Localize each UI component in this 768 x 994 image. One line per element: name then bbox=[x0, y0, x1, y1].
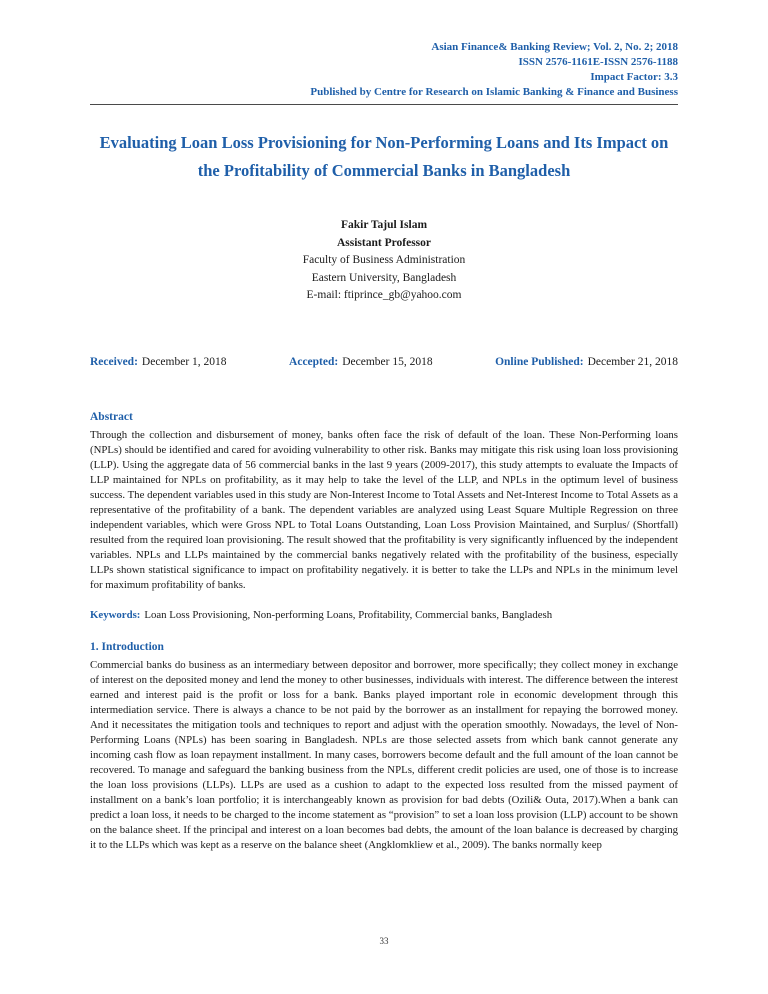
abstract-section bbox=[90, 410, 678, 593]
author-email: E-mail: ftiprince_gb@yahoo.com bbox=[306, 289, 462, 301]
header-divider bbox=[90, 104, 678, 105]
page-number: 33 bbox=[379, 936, 389, 946]
keywords-line bbox=[90, 608, 678, 623]
abstract-body: Through the collection and disbursement of money, banks often face the risk of default of the loan. These Non-Performing loans (NPLs) should be identified and cared for avoiding vulnerability to other risk. Banks may mitigate this risk using loan loss provisioning (LLP). Using the aggregate data of 56 commercial banks in the last 9 years (2009-2017), this study attempts to evaluate the Impacts of LLP maintained for NPLs on profitability, as it may help to take the level of the LLP, and NPLs in the optimum level of business success. The dependent variables used in this study are Non-Interest Income to Total Assets and Net-Interest Income to Total Assets as a representative of the profitability of a bank. The dependent variables are analyzed using Least Square Multiple Regression on three independent variables, which were Gross NPL to Total Loans Outstanding, Loan Loss Provision Maintained, and Surplus/ (Shortfall) resulted from the required loan provisioning. The result showed that the profitability is very significantly influenced by the independent variables. NPLs and LLPs maintained by the commercial banks negatively related with the profitability of the business, especially LLPs shown statistical significance to impact on profitability negatively. it is better to take the LLPs and NPLs in the minimum level for maximum profitability of banks. bbox=[90, 428, 678, 591]
received-date bbox=[90, 355, 227, 370]
keywords-value: Loan Loss Provisioning, Non-performing Loans, Profitability, Commercial banks, Bangladesh bbox=[144, 608, 553, 621]
introduction-body: Commercial banks do business as an intermediary between depositor and borrower, more specifically; they collect money in exchange of interest on the deposited money and lend the money to other businesses, individuals with interest. The difference between the interest earned and interest paid is the profit or loss for a bank. Banks played important role in economic development through this intermediation service. There is always a chance to be not paid by the borrower as an installment for repaying the borrowed money. And it necessitates the mitigation tools and techniques to report and adjust with the operation smoothly. Nowadays, the level of Non-Performing Loans (NPLs) has been soaring in Bangladesh. NPLs are those selected assets from which bank cannot generate any incoming cash flow as loan repayment installment. In many cases, borrowers become default and the full amount of the loan cannot be recovered. To manage and safeguard the banking business from the NPLs, different credit policies are used, one of those is to increase the loan loss provisions (LLPs). LLPs are used as a cushion to adapt to the expected loss resulted from the missed payment of installment on a bank’s loan portfolio; it is interchangeably known as provision for bad debts (Ozili& Outa, 2017).When a bank can predict a loan loss, it needs to be charged to the income statement as “provision” to set a loan loss provision (LLP) account to be shown on the balance sheet. If the principal and interest on a loan becomes bad debts, the amount of the loan balance is decreased by charging it to the LLPs which was kept as a reserve on the balance sheet (Angklomkliew et al., 2009). The banks normally keep bbox=[90, 658, 678, 851]
introduction-heading: 1. Introduction bbox=[90, 640, 164, 653]
online-published-value: December 21, 2018 bbox=[587, 355, 678, 368]
author-name: Fakir Tajul Islam bbox=[340, 219, 428, 231]
journal-issn-line: ISSN 2576-1161E-ISSN 2576-1188 bbox=[518, 56, 678, 68]
accepted-value: December 15, 2018 bbox=[342, 355, 433, 368]
keywords-label: Keywords: bbox=[90, 608, 141, 621]
journal-publisher-line: Published by Centre for Research on Islamic Banking & Finance and Business bbox=[310, 86, 678, 98]
paper-title: Evaluating Loan Loss Provisioning for Non-Performing Loans and Its Impact on the Profitability of Commercial Banks in Bangladesh bbox=[99, 133, 669, 180]
online-published-date bbox=[495, 355, 678, 370]
author-block bbox=[90, 217, 678, 305]
online-published-label: Online Published: bbox=[495, 355, 584, 368]
received-label: Received: bbox=[90, 355, 138, 368]
journal-impact-factor-line: Impact Factor: 3.3 bbox=[590, 71, 678, 83]
abstract-heading: Abstract bbox=[90, 410, 133, 423]
dates-row bbox=[90, 355, 678, 370]
introduction-section bbox=[90, 640, 678, 853]
received-value: December 1, 2018 bbox=[141, 355, 227, 368]
author-position: Assistant Professor bbox=[336, 236, 432, 249]
journal-name-line: Asian Finance& Banking Review; Vol. 2, No. 2; 2018 bbox=[431, 41, 678, 53]
author-department: Faculty of Business Administration bbox=[302, 254, 466, 266]
accepted-label: Accepted: bbox=[289, 355, 339, 368]
accepted-date bbox=[289, 355, 433, 370]
author-university: Eastern University, Bangladesh bbox=[311, 271, 457, 284]
journal-header bbox=[90, 40, 678, 100]
